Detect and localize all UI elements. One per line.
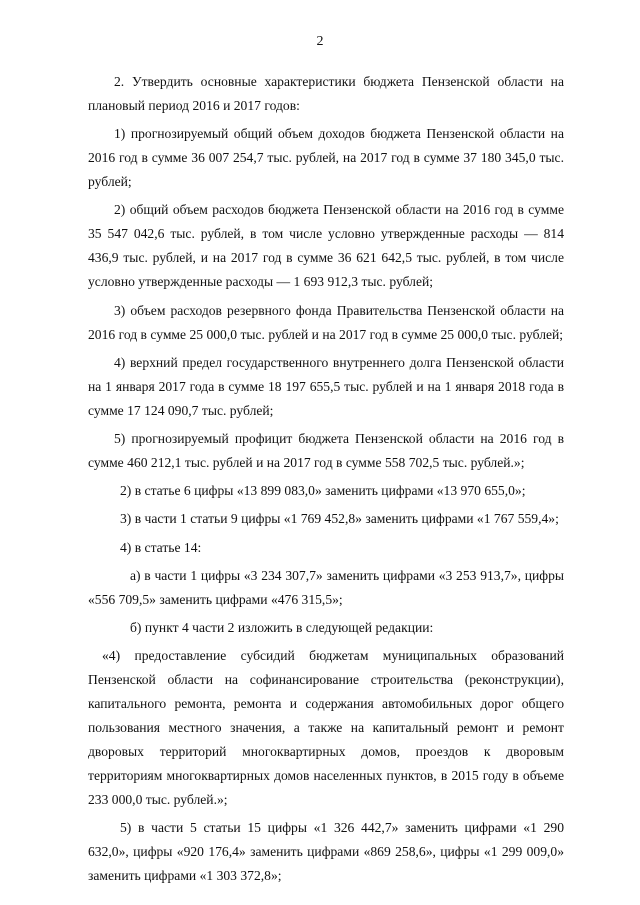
paragraph-article-9: 3) в части 1 статьи 9 цифры «1 769 452,8» заменить цифрами «1 767 559,4»;: [120, 511, 559, 527]
paragraph-revenue: 1) прогнозируемый общий объем доходов бюджета Пензенской области на 2016 год в сумме 36 007 254,7 тыс. рублей, на 2017 год в сумме 37 180 345,0 тыс. рублей;: [88, 126, 564, 190]
paragraph-article-14-part-2: б) пункт 4 части 2 изложить в следующей редакции:: [130, 619, 434, 635]
paragraph-reserve-fund: 3) объем расходов резервного фонда Правительства Пензенской области на 2016 год в сумме 25 000,0 тыс. рублей и на 2017 год в сумме 25 000,0 тыс. рублей;: [88, 302, 564, 342]
page-number: 2: [316, 34, 324, 49]
paragraph-article-6: 2) в статье 6 цифры «13 899 083,0» заменить цифрами «13 970 655,0»;: [120, 483, 526, 499]
paragraph-main-characteristics: 2. Утвердить основные характеристики бюджета Пензенской области на плановый период 2016 и 2017 годов:: [88, 74, 564, 113]
paragraph-subsidies: «4) предоставление субсидий бюджетам муниципальных образований Пензенской области на софинансирование строительства (реконструкции), капитального ремонта, ремонта и содержания автомобильных дорог общего пользования местного значения, а также на капитальный ремонт и ремонт дворовых территорий многоквартирных домов, проездов к дворовым территориям многоквартирных домов населенных пунктов, в 2015 году в объеме 233 000,0 тыс. рублей.»;: [88, 648, 564, 808]
paragraph-article-14: 4) в статье 14:: [120, 539, 202, 555]
paragraph-article-14-part-1: а) в части 1 цифры «3 234 307,7» заменить цифрами «3 253 913,7», цифры «556 709,5» заменить цифрами «476 315,5»;: [88, 567, 564, 607]
paragraph-article-15: 5) в части 5 статьи 15 цифры «1 326 442,7» заменить цифрами «1 290 632,0», цифры «920 176,4» заменить цифрами «869 258,6», цифры «1 299 009,0» заменить цифрами «1 303 372,8»;: [88, 820, 564, 884]
paragraph-surplus: 5) прогнозируемый профицит бюджета Пензенской области на 2016 год в сумме 460 212,1 тыс. рублей и на 2017 год в сумме 558 702,5 тыс. рублей.»;: [88, 430, 564, 470]
document-body: [88, 70, 564, 892]
paragraph-debt-limit: 4) верхний предел государственного внутреннего долга Пензенской области на 1 января 2017 года в сумме 18 197 655,5 тыс. рублей и на 1 января 2018 года в сумме 17 124 090,7 тыс. рублей;: [88, 354, 564, 418]
paragraph-expenditure: 2) общий объем расходов бюджета Пензенской области на 2016 год в сумме 35 547 042,6 тыс. рублей, в том числе условно утвержденные расходы — 814 436,9 тыс. рублей, и на 2017 год в сумме 36 621 642,5 тыс. рублей, в том числе условно утвержденные расходы — 1 693 912,3 тыс. рублей;: [88, 202, 564, 290]
